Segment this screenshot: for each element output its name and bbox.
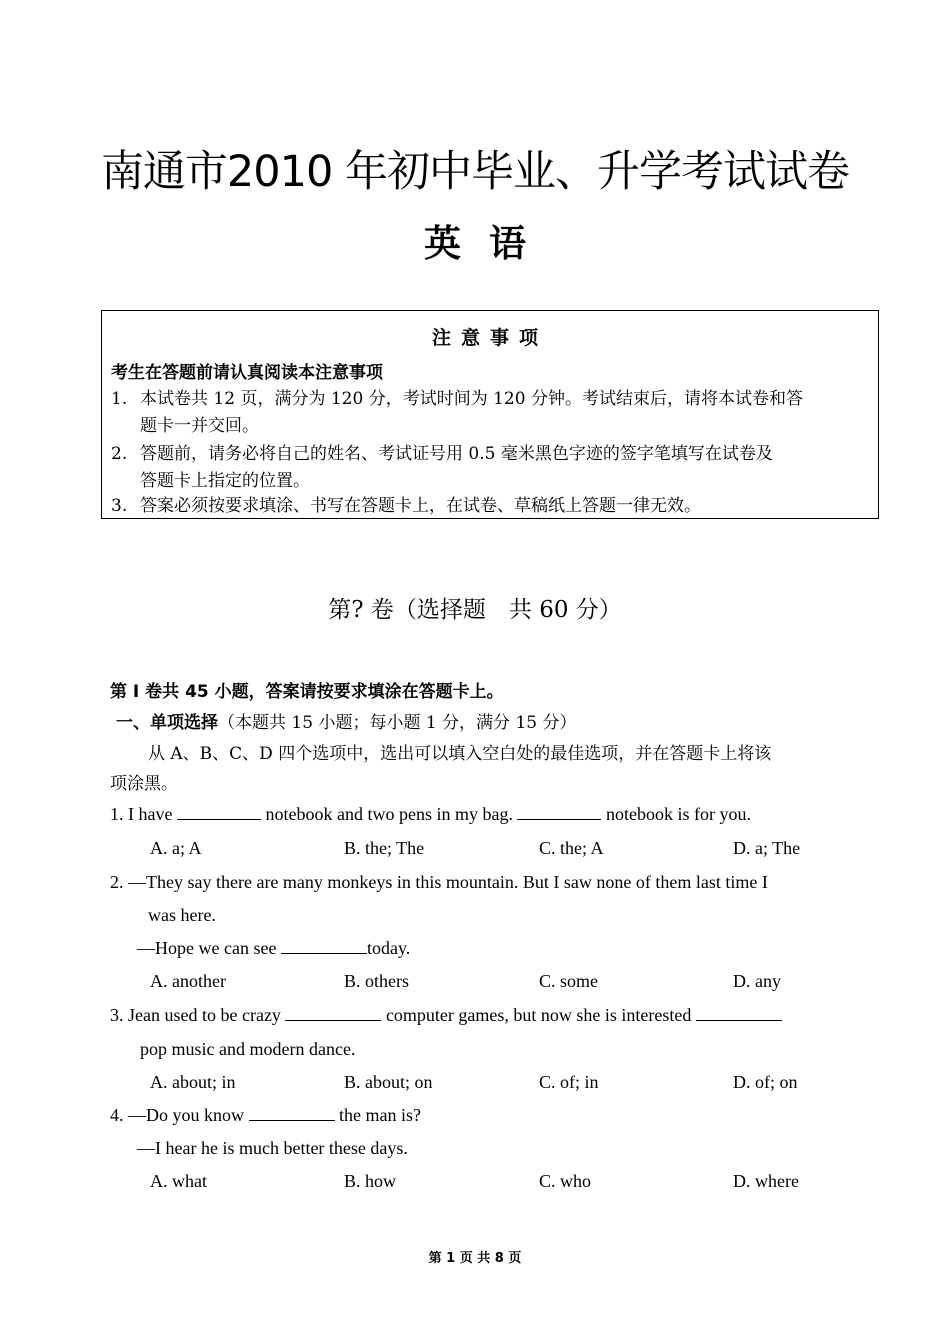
option-a: A. a; A [150,838,202,858]
answer-blank [249,1106,335,1121]
part-heading [116,708,577,733]
notice-item-number: 2. [111,444,128,464]
question-text: notebook is for you. [605,804,751,824]
notice-item-number: 1. [111,389,128,409]
question-3-line: pop music and modern dance. [140,1039,356,1059]
section-intro: 第 I 卷共 45 小题，答案请按要求填涂在答题卡上。 [110,682,504,702]
answer-blank [517,805,601,820]
part-label: 一、单项选择 [116,713,218,733]
option-b: B. how [344,1171,397,1191]
question-2-line [137,938,410,959]
answer-blank [285,1006,381,1021]
option-b: B. the; The [344,838,425,858]
question-2-line: was here. [148,905,216,925]
exam-title: 南通市2010 年初中毕业、升学考试试卷 [100,147,850,197]
option-a: A. another [150,971,226,991]
option-c: C. the; A [539,838,604,858]
question-1 [110,804,751,825]
section-title: 第? 卷（选择题 共 60 分） [328,597,622,623]
question-text: today. [366,938,411,958]
notice-item-number: 3. [111,496,128,516]
question-text: 1. I have [110,804,173,824]
question-text: notebook and two pens in my bag. [265,804,513,824]
option-d: D. where [733,1171,799,1191]
answer-blank [696,1006,782,1021]
part-detail: （本题共 15 小题；每小题 1 分，满分 15 分） [218,713,577,733]
question-text: 4. —Do you know [110,1105,244,1125]
option-c: C. of; in [539,1072,599,1092]
instruction-line: 项涂黑。 [110,774,178,794]
notice-title: 注意事项 [431,327,548,349]
question-text: the man is? [339,1105,421,1125]
notice-item-line: 答题前，请务必将自己的姓名、考试证号用 0.5 毫米黑色字迹的签字笔填写在试卷及 [140,444,773,464]
option-c: C. some [539,971,599,991]
option-a: A. what [150,1171,207,1191]
notice-subtitle: 考生在答题前请认真阅读本注意事项 [111,363,383,383]
answer-blank [177,805,261,820]
option-c: C. who [539,1171,592,1191]
option-a: A. about; in [150,1072,236,1092]
question-text: 3. Jean used to be crazy [110,1005,281,1025]
notice-box [101,310,879,519]
question-3 [110,1005,782,1026]
option-d: D. of; on [733,1072,798,1092]
option-d: D. a; The [733,838,801,858]
notice-item-line: 答案必须按要求填涂、书写在答题卡上，在试卷、草稿纸上答题一律无效。 [140,496,701,516]
option-b: B. about; on [344,1072,433,1092]
subject-title: 英语 [424,222,554,265]
answer-blank [281,939,367,954]
question-4-line: —I hear he is much better these days. [137,1138,408,1158]
question-2-line: 2. —They say there are many monkeys in this mountain. But I saw none of them last time I [110,872,768,892]
question-4 [110,1105,421,1126]
notice-item-line: 答题卡上指定的位置。 [140,471,310,491]
option-b: B. others [344,971,409,991]
instruction-line: 从 A、B、C、D 四个选项中，选出可以填入空白处的最佳选项，并在答题卡上将该 [148,744,772,764]
option-d: D. any [733,971,781,991]
page-footer: 第 1 页 共 8 页 [428,1251,522,1266]
question-text: —Hope we can see [137,938,277,958]
notice-item-line: 题卡一并交回。 [140,416,259,436]
question-text: computer games, but now she is interested [385,1005,692,1025]
notice-item-line: 本试卷共 12 页，满分为 120 分，考试时间为 120 分钟。考试结束后，请将本试卷和答 [140,389,803,409]
